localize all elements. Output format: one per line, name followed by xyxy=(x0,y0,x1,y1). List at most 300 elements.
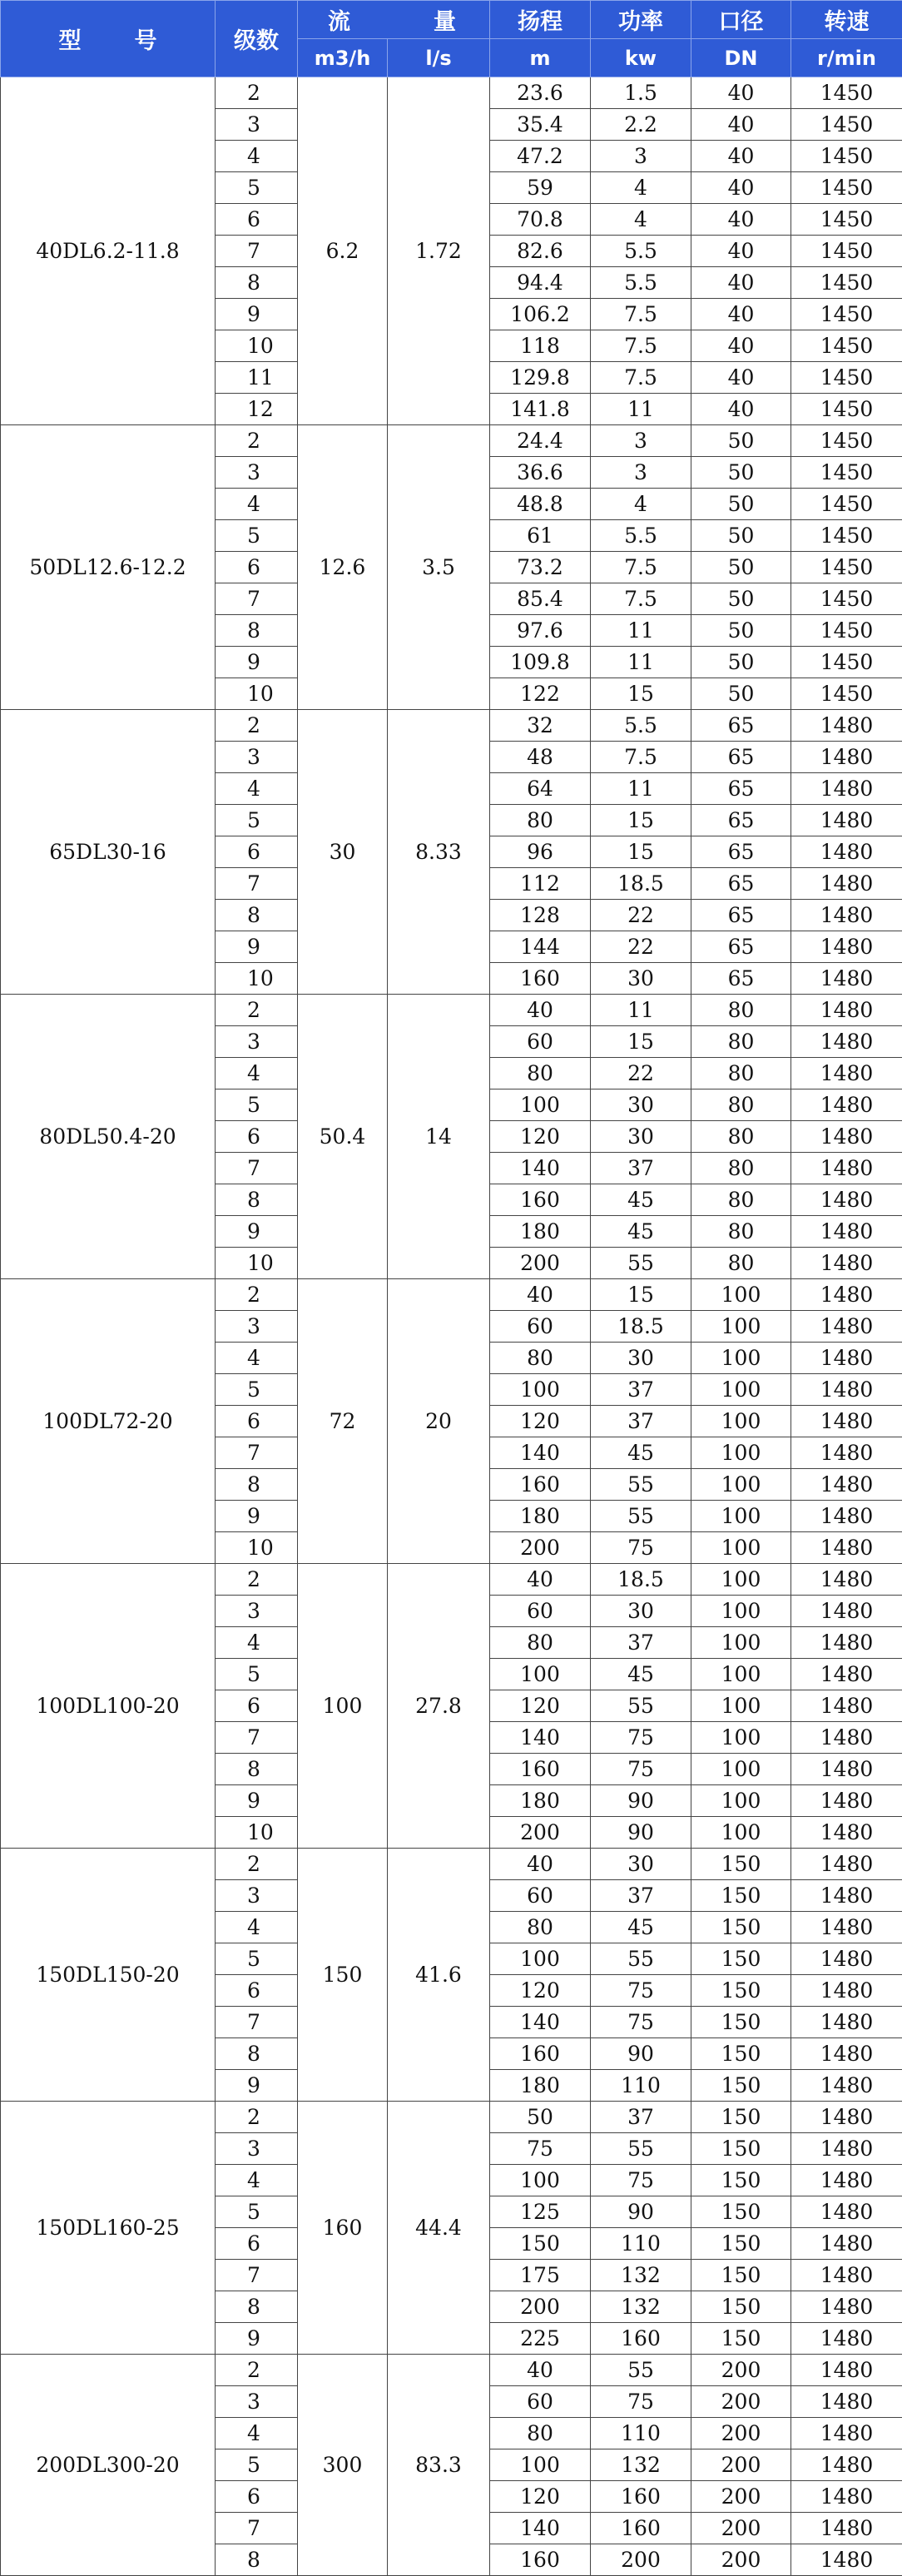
power-cell: 2.2 xyxy=(591,109,691,141)
head-cell: 160 xyxy=(490,1184,591,1216)
stage-cell: 5 xyxy=(216,1374,298,1406)
diameter-cell: 100 xyxy=(691,1596,791,1627)
head-cell: 120 xyxy=(490,2481,591,2513)
head-cell: 140 xyxy=(490,2513,591,2544)
speed-cell: 1480 xyxy=(791,1849,902,1880)
speed-cell: 1480 xyxy=(791,868,902,900)
speed-cell: 1480 xyxy=(791,1943,902,1975)
stage-cell: 9 xyxy=(216,1216,298,1248)
power-cell: 75 xyxy=(591,1532,691,1564)
stage-cell: 6 xyxy=(216,2481,298,2513)
head-cell: 180 xyxy=(490,2070,591,2102)
head-cell: 40 xyxy=(490,1564,591,1596)
head-cell: 80 xyxy=(490,2418,591,2449)
power-cell: 22 xyxy=(591,931,691,963)
diameter-cell: 100 xyxy=(691,1785,791,1817)
speed-cell: 1450 xyxy=(791,172,902,204)
flow-ls-cell: 14 xyxy=(388,995,490,1279)
head-cell: 175 xyxy=(490,2260,591,2291)
power-cell: 22 xyxy=(591,1058,691,1089)
diameter-cell: 65 xyxy=(691,963,791,995)
stage-cell: 8 xyxy=(216,2038,298,2070)
stage-cell: 6 xyxy=(216,2228,298,2260)
speed-cell: 1480 xyxy=(791,742,902,773)
head-cell: 122 xyxy=(490,678,591,710)
diameter-cell: 50 xyxy=(691,647,791,678)
speed-cell: 1480 xyxy=(791,1089,902,1121)
power-cell: 75 xyxy=(591,2386,691,2418)
stage-cell: 7 xyxy=(216,1153,298,1184)
power-cell: 37 xyxy=(591,1374,691,1406)
flow-header-right: 量 xyxy=(434,3,489,36)
power-cell: 18.5 xyxy=(591,1564,691,1596)
head-cell: 94.4 xyxy=(490,267,591,299)
flow-ls-cell: 8.33 xyxy=(388,710,490,995)
diameter-cell: 150 xyxy=(691,2038,791,2070)
speed-cell: 1480 xyxy=(791,1469,902,1501)
head-cell: 140 xyxy=(490,2007,591,2038)
model-header-left: 型 xyxy=(59,28,82,54)
diameter-cell: 40 xyxy=(691,109,791,141)
diameter-cell: 100 xyxy=(691,1311,791,1343)
stage-cell: 2 xyxy=(216,77,298,109)
speed-cell: 1480 xyxy=(791,1121,902,1153)
diameter-cell: 150 xyxy=(691,2165,791,2196)
speed-cell: 1480 xyxy=(791,1216,902,1248)
speed-cell: 1480 xyxy=(791,2228,902,2260)
power-cell: 7.5 xyxy=(591,299,691,330)
stage-cell: 4 xyxy=(216,1058,298,1089)
stage-cell: 7 xyxy=(216,2007,298,2038)
table-row xyxy=(1,995,902,1026)
power-cell: 37 xyxy=(591,1880,691,1912)
flow-ls-cell: 44.4 xyxy=(388,2102,490,2355)
speed-cell: 1450 xyxy=(791,236,902,267)
stage-cell: 6 xyxy=(216,836,298,868)
head-cell: 125 xyxy=(490,2196,591,2228)
stage-cell: 3 xyxy=(216,109,298,141)
head-cell: 70.8 xyxy=(490,204,591,236)
stage-cell: 9 xyxy=(216,931,298,963)
stage-cell: 2 xyxy=(216,995,298,1026)
stage-cell: 8 xyxy=(216,615,298,647)
head-cell: 120 xyxy=(490,1690,591,1722)
speed-cell: 1480 xyxy=(791,2038,902,2070)
head-cell: 80 xyxy=(490,805,591,836)
power-cell: 15 xyxy=(591,805,691,836)
head-cell: 60 xyxy=(490,1026,591,1058)
flow-m3h-cell: 12.6 xyxy=(298,425,388,710)
speed-cell: 1450 xyxy=(791,678,902,710)
speed-cell: 1480 xyxy=(791,2481,902,2513)
diameter-cell: 40 xyxy=(691,77,791,109)
stage-cell: 7 xyxy=(216,2513,298,2544)
speed-cell: 1450 xyxy=(791,299,902,330)
diameter-cell: 40 xyxy=(691,267,791,299)
speed-cell: 1480 xyxy=(791,1437,902,1469)
flow-ls-cell: 3.5 xyxy=(388,425,490,710)
power-cell: 90 xyxy=(591,1817,691,1849)
stage-cell: 8 xyxy=(216,1184,298,1216)
diameter-cell: 100 xyxy=(691,1532,791,1564)
model-header-right: 号 xyxy=(135,28,157,54)
speed-cell: 1480 xyxy=(791,2133,902,2165)
speed-cell: 1480 xyxy=(791,805,902,836)
stages-header: 级数 xyxy=(216,1,298,77)
speed-cell: 1480 xyxy=(791,931,902,963)
diameter-cell: 200 xyxy=(691,2449,791,2481)
head-cell: 100 xyxy=(490,1659,591,1690)
head-cell: 96 xyxy=(490,836,591,868)
power-cell: 30 xyxy=(591,1121,691,1153)
stage-cell: 7 xyxy=(216,236,298,267)
power-cell: 18.5 xyxy=(591,868,691,900)
diameter-cell: 150 xyxy=(691,2323,791,2355)
diameter-cell: 50 xyxy=(691,457,791,489)
head-cell: 82.6 xyxy=(490,236,591,267)
head-cell: 140 xyxy=(490,1437,591,1469)
power-cell: 75 xyxy=(591,1722,691,1754)
head-cell: 141.8 xyxy=(490,394,591,425)
speed-cell: 1480 xyxy=(791,2196,902,2228)
head-cell: 35.4 xyxy=(490,109,591,141)
head-cell: 80 xyxy=(490,1343,591,1374)
speed-cell: 1450 xyxy=(791,457,902,489)
speed-cell: 1480 xyxy=(791,2291,902,2323)
head-cell: 144 xyxy=(490,931,591,963)
diameter-cell: 50 xyxy=(691,678,791,710)
diameter-cell: 150 xyxy=(691,2260,791,2291)
diameter-cell: 150 xyxy=(691,2007,791,2038)
flow-ls-cell: 83.3 xyxy=(388,2355,490,2576)
speed-cell: 1480 xyxy=(791,1501,902,1532)
speed-cell: 1480 xyxy=(791,1912,902,1943)
stage-cell: 10 xyxy=(216,1817,298,1849)
power-unit: kw xyxy=(591,39,691,77)
power-cell: 45 xyxy=(591,1912,691,1943)
speed-cell: 1480 xyxy=(791,1975,902,2007)
head-cell: 64 xyxy=(490,773,591,805)
diameter-cell: 150 xyxy=(691,1943,791,1975)
power-cell: 1.5 xyxy=(591,77,691,109)
head-cell: 160 xyxy=(490,2544,591,2576)
speed-cell: 1480 xyxy=(791,1564,902,1596)
table-row xyxy=(1,425,902,457)
stage-cell: 4 xyxy=(216,489,298,520)
stage-cell: 9 xyxy=(216,2070,298,2102)
speed-cell: 1480 xyxy=(791,2386,902,2418)
diameter-cell: 100 xyxy=(691,1722,791,1754)
stage-cell: 4 xyxy=(216,1627,298,1659)
head-cell: 32 xyxy=(490,710,591,742)
speed-cell: 1480 xyxy=(791,1532,902,1564)
head-cell: 100 xyxy=(490,1089,591,1121)
flow-m3h-cell: 100 xyxy=(298,1564,388,1849)
diameter-cell: 80 xyxy=(691,1248,791,1279)
power-cell: 45 xyxy=(591,1184,691,1216)
model-cell: 100DL100-20 xyxy=(1,1564,216,1849)
head-cell: 180 xyxy=(490,1785,591,1817)
power-cell: 160 xyxy=(591,2481,691,2513)
speed-cell: 1480 xyxy=(791,836,902,868)
head-cell: 118 xyxy=(490,330,591,362)
speed-cell: 1480 xyxy=(791,1785,902,1817)
flow-m3h-cell: 150 xyxy=(298,1849,388,2102)
stage-cell: 5 xyxy=(216,172,298,204)
stage-cell: 9 xyxy=(216,2323,298,2355)
flow-ls-cell: 41.6 xyxy=(388,1849,490,2102)
stage-cell: 7 xyxy=(216,2260,298,2291)
power-cell: 45 xyxy=(591,1216,691,1248)
power-cell: 55 xyxy=(591,1943,691,1975)
diameter-cell: 40 xyxy=(691,330,791,362)
head-header: 扬程 xyxy=(490,1,591,39)
diameter-cell: 40 xyxy=(691,299,791,330)
power-cell: 75 xyxy=(591,2165,691,2196)
power-cell: 7.5 xyxy=(591,362,691,394)
diameter-cell: 80 xyxy=(691,1121,791,1153)
stage-cell: 6 xyxy=(216,204,298,236)
speed-cell: 1450 xyxy=(791,583,902,615)
head-cell: 140 xyxy=(490,1153,591,1184)
power-cell: 3 xyxy=(591,425,691,457)
head-cell: 100 xyxy=(490,1374,591,1406)
diameter-cell: 80 xyxy=(691,1089,791,1121)
flow-ls-cell: 1.72 xyxy=(388,77,490,425)
head-cell: 60 xyxy=(490,1880,591,1912)
stage-cell: 10 xyxy=(216,1248,298,1279)
model-cell: 40DL6.2-11.8 xyxy=(1,77,216,425)
stage-cell: 5 xyxy=(216,1943,298,1975)
stage-cell: 8 xyxy=(216,1754,298,1785)
diameter-cell: 65 xyxy=(691,836,791,868)
speed-cell: 1480 xyxy=(791,1153,902,1184)
diameter-cell: 80 xyxy=(691,1153,791,1184)
speed-cell: 1480 xyxy=(791,1279,902,1311)
speed-cell: 1480 xyxy=(791,2070,902,2102)
stage-cell: 3 xyxy=(216,1026,298,1058)
head-cell: 60 xyxy=(490,1311,591,1343)
power-cell: 37 xyxy=(591,2102,691,2133)
diameter-cell: 150 xyxy=(691,2133,791,2165)
speed-cell: 1480 xyxy=(791,1184,902,1216)
power-cell: 37 xyxy=(591,1153,691,1184)
power-cell: 3 xyxy=(591,141,691,172)
stage-cell: 7 xyxy=(216,868,298,900)
speed-cell: 1480 xyxy=(791,773,902,805)
stage-cell: 9 xyxy=(216,1785,298,1817)
power-cell: 5.5 xyxy=(591,236,691,267)
stage-cell: 3 xyxy=(216,2133,298,2165)
diameter-cell: 40 xyxy=(691,394,791,425)
stage-cell: 4 xyxy=(216,2418,298,2449)
flow-m3h-cell: 30 xyxy=(298,710,388,995)
model-cell: 65DL30-16 xyxy=(1,710,216,995)
power-cell: 55 xyxy=(591,1248,691,1279)
diameter-cell: 100 xyxy=(691,1279,791,1311)
stage-cell: 5 xyxy=(216,1089,298,1121)
speed-cell: 1450 xyxy=(791,330,902,362)
power-cell: 200 xyxy=(591,2544,691,2576)
speed-cell: 1450 xyxy=(791,109,902,141)
power-cell: 132 xyxy=(591,2449,691,2481)
speed-cell: 1480 xyxy=(791,2418,902,2449)
diameter-cell: 150 xyxy=(691,1880,791,1912)
diameter-cell: 50 xyxy=(691,520,791,552)
head-cell: 120 xyxy=(490,1406,591,1437)
power-cell: 110 xyxy=(591,2418,691,2449)
flow-m3h-cell: 160 xyxy=(298,2102,388,2355)
head-cell: 40 xyxy=(490,2355,591,2386)
model-cell: 150DL150-20 xyxy=(1,1849,216,2102)
stage-cell: 7 xyxy=(216,583,298,615)
speed-cell: 1450 xyxy=(791,204,902,236)
diameter-cell: 50 xyxy=(691,425,791,457)
stage-cell: 9 xyxy=(216,299,298,330)
head-cell: 61 xyxy=(490,520,591,552)
diameter-cell: 40 xyxy=(691,362,791,394)
diameter-cell: 80 xyxy=(691,1058,791,1089)
diameter-cell: 80 xyxy=(691,1216,791,1248)
power-cell: 15 xyxy=(591,678,691,710)
head-cell: 140 xyxy=(490,1722,591,1754)
power-cell: 11 xyxy=(591,995,691,1026)
head-cell: 150 xyxy=(490,2228,591,2260)
head-cell: 120 xyxy=(490,1975,591,2007)
speed-cell: 1480 xyxy=(791,2165,902,2196)
power-cell: 11 xyxy=(591,394,691,425)
stage-cell: 2 xyxy=(216,710,298,742)
head-cell: 160 xyxy=(490,1754,591,1785)
stage-cell: 8 xyxy=(216,1469,298,1501)
stage-cell: 10 xyxy=(216,330,298,362)
head-cell: 160 xyxy=(490,2038,591,2070)
speed-cell: 1480 xyxy=(791,2102,902,2133)
head-cell: 128 xyxy=(490,900,591,931)
speed-cell: 1450 xyxy=(791,425,902,457)
diameter-cell: 65 xyxy=(691,773,791,805)
power-cell: 30 xyxy=(591,1089,691,1121)
power-cell: 90 xyxy=(591,2196,691,2228)
head-cell: 59 xyxy=(490,172,591,204)
power-cell: 30 xyxy=(591,963,691,995)
speed-cell: 1480 xyxy=(791,2355,902,2386)
diameter-cell: 100 xyxy=(691,1659,791,1690)
speed-unit: r/min xyxy=(791,39,902,77)
flow-unit-m3h: m3/h xyxy=(298,39,388,77)
head-cell: 109.8 xyxy=(490,647,591,678)
speed-cell: 1480 xyxy=(791,1343,902,1374)
speed-cell: 1480 xyxy=(791,2513,902,2544)
stage-cell: 4 xyxy=(216,141,298,172)
table-body xyxy=(1,77,902,2576)
diameter-cell: 40 xyxy=(691,204,791,236)
diameter-cell: 100 xyxy=(691,1564,791,1596)
power-cell: 160 xyxy=(591,2513,691,2544)
head-cell: 40 xyxy=(490,1849,591,1880)
head-cell: 180 xyxy=(490,1501,591,1532)
power-cell: 55 xyxy=(591,2133,691,2165)
head-cell: 106.2 xyxy=(490,299,591,330)
table-row xyxy=(1,1279,902,1311)
speed-cell: 1450 xyxy=(791,77,902,109)
stage-cell: 11 xyxy=(216,362,298,394)
head-cell: 50 xyxy=(490,2102,591,2133)
power-cell: 11 xyxy=(591,647,691,678)
diameter-cell: 150 xyxy=(691,2196,791,2228)
speed-cell: 1450 xyxy=(791,615,902,647)
speed-cell: 1480 xyxy=(791,1817,902,1849)
head-cell: 160 xyxy=(490,1469,591,1501)
head-cell: 40 xyxy=(490,995,591,1026)
stage-cell: 8 xyxy=(216,267,298,299)
stage-cell: 4 xyxy=(216,1912,298,1943)
power-cell: 18.5 xyxy=(591,1311,691,1343)
power-cell: 4 xyxy=(591,489,691,520)
power-cell: 37 xyxy=(591,1627,691,1659)
diameter-cell: 100 xyxy=(691,1406,791,1437)
power-cell: 75 xyxy=(591,1754,691,1785)
diameter-cell: 200 xyxy=(691,2418,791,2449)
head-cell: 100 xyxy=(490,2449,591,2481)
stage-cell: 6 xyxy=(216,1975,298,2007)
diameter-cell: 40 xyxy=(691,172,791,204)
speed-cell: 1480 xyxy=(791,1374,902,1406)
speed-cell: 1480 xyxy=(791,995,902,1026)
table-row xyxy=(1,77,902,109)
diameter-cell: 40 xyxy=(691,236,791,267)
model-cell: 150DL160-25 xyxy=(1,2102,216,2355)
power-cell: 110 xyxy=(591,2228,691,2260)
diameter-cell: 65 xyxy=(691,868,791,900)
flow-unit-ls: l/s xyxy=(388,39,490,77)
table-row xyxy=(1,2355,902,2386)
speed-cell: 1480 xyxy=(791,1880,902,1912)
diameter-cell: 100 xyxy=(691,1501,791,1532)
power-cell: 15 xyxy=(591,1026,691,1058)
stage-cell: 12 xyxy=(216,394,298,425)
flow-ls-cell: 20 xyxy=(388,1279,490,1564)
power-cell: 30 xyxy=(591,1596,691,1627)
speed-cell: 1450 xyxy=(791,362,902,394)
speed-cell: 1480 xyxy=(791,1058,902,1089)
speed-cell: 1450 xyxy=(791,552,902,583)
speed-cell: 1480 xyxy=(791,2544,902,2576)
flow-m3h-cell: 300 xyxy=(298,2355,388,2576)
power-cell: 5.5 xyxy=(591,520,691,552)
head-cell: 60 xyxy=(490,2386,591,2418)
diameter-cell: 65 xyxy=(691,900,791,931)
diameter-cell: 200 xyxy=(691,2355,791,2386)
head-cell: 200 xyxy=(490,1817,591,1849)
power-cell: 5.5 xyxy=(591,710,691,742)
diameter-cell: 50 xyxy=(691,615,791,647)
model-cell: 200DL300-20 xyxy=(1,2355,216,2576)
power-cell: 7.5 xyxy=(591,552,691,583)
stage-cell: 2 xyxy=(216,2102,298,2133)
diameter-cell: 150 xyxy=(691,2291,791,2323)
speed-cell: 1480 xyxy=(791,1596,902,1627)
model-header xyxy=(1,1,216,77)
table-row xyxy=(1,1564,902,1596)
stage-cell: 3 xyxy=(216,1596,298,1627)
diameter-cell: 100 xyxy=(691,1817,791,1849)
head-cell: 23.6 xyxy=(490,77,591,109)
power-cell: 45 xyxy=(591,1659,691,1690)
stage-cell: 3 xyxy=(216,457,298,489)
power-cell: 132 xyxy=(591,2291,691,2323)
power-cell: 37 xyxy=(591,1406,691,1437)
